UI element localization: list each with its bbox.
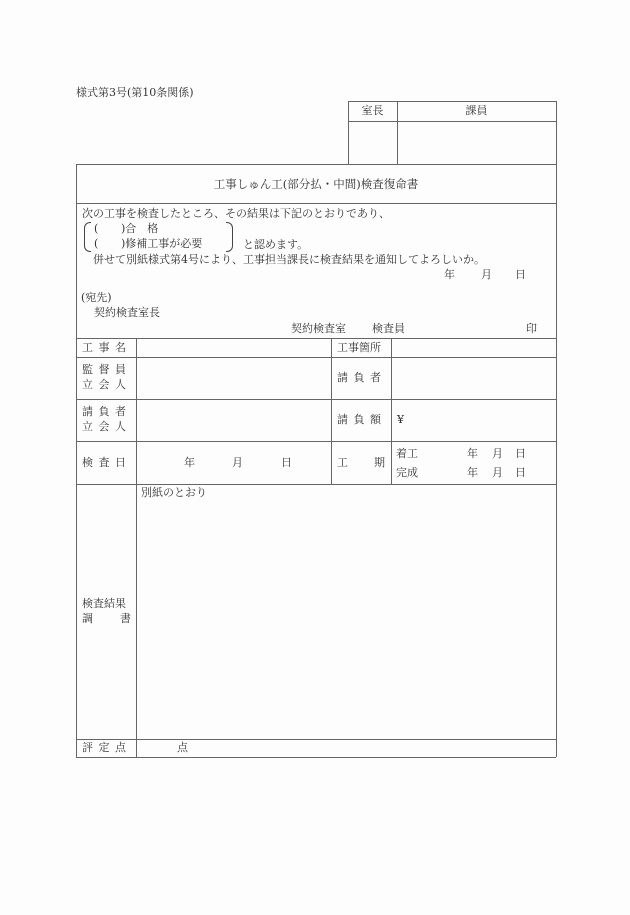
supervisor-label-1: 監 督 員 [82,363,127,376]
supervisor-field[interactable] [137,358,331,399]
inspector-name-field[interactable] [412,321,522,336]
result-label-2a: 調 [82,612,93,625]
report-month-label: 月 [481,268,492,281]
pass-checkbox-field[interactable] [100,222,120,235]
project-location-label: 工事箇所 [337,341,381,354]
contract-amount-field[interactable] [410,400,556,441]
statement-line3: 併せて別紙様式第4号により、工事担当課長に検査結果を通知してよろしいか。 [93,253,485,266]
contractor-witness-label-1: 請 負 者 [82,405,127,418]
addressee-name: 契約検査室長 [94,306,160,319]
result-label-1: 検査結果 [82,597,126,610]
statement-line1: 次の工事を検査したところ、その結果は下記のとおりであり、 [82,207,390,220]
contractor-label: 請 負 者 [337,371,382,384]
addressee-label: (宛先) [81,291,112,304]
inspection-date-label: 検 査 日 [82,456,127,469]
result-field[interactable] [137,485,556,739]
period-label-2: 期 [374,456,385,469]
repair-checkbox-field[interactable] [100,237,120,250]
contract-amount-label: 請 負 額 [337,413,382,426]
confirm-text: と認めます。 [243,238,309,251]
inspection-office: 契約検査室 [291,322,346,335]
supervisor-label-2: 立 会 人 [82,378,127,391]
result-value: 別紙のとおり [141,486,207,499]
report-year-label: 年 [444,268,455,281]
contractor-witness-label-2: 立 会 人 [82,420,127,433]
score-field[interactable] [137,740,177,757]
start-label: 着工 [396,447,418,460]
left-bracket [84,222,91,252]
chief-stamp-field[interactable] [349,122,397,164]
yen-sign: ¥ [397,413,404,426]
seal-mark: 印 [526,322,537,335]
period-label-1: 工 [337,456,348,469]
chief-label: 室長 [361,104,384,117]
right-bracket [226,222,233,252]
score-unit: 点 [177,741,188,754]
contractor-field[interactable] [392,358,556,399]
staff-stamp-field[interactable] [398,122,556,164]
inspector-label: 検査員 [372,322,405,335]
project-name-field[interactable] [137,339,331,357]
repair-label: )修補工事が必要 [121,237,203,250]
score-label: 評 定 点 [82,741,127,754]
form-title: 工事しゅん工(部分払・中間)検査復命書 [213,177,419,191]
form-number: 様式第3号(第10条関係) [76,86,194,99]
project-location-field[interactable] [392,339,556,357]
pass-label: )合 格 [121,222,159,235]
result-label-2b: 書 [120,612,131,625]
contractor-witness-field[interactable] [137,400,331,441]
end-label: 完成 [396,466,418,479]
report-day-label: 日 [515,268,526,281]
staff-label: 課員 [465,104,488,117]
project-name-label: 工 事 名 [82,341,127,354]
